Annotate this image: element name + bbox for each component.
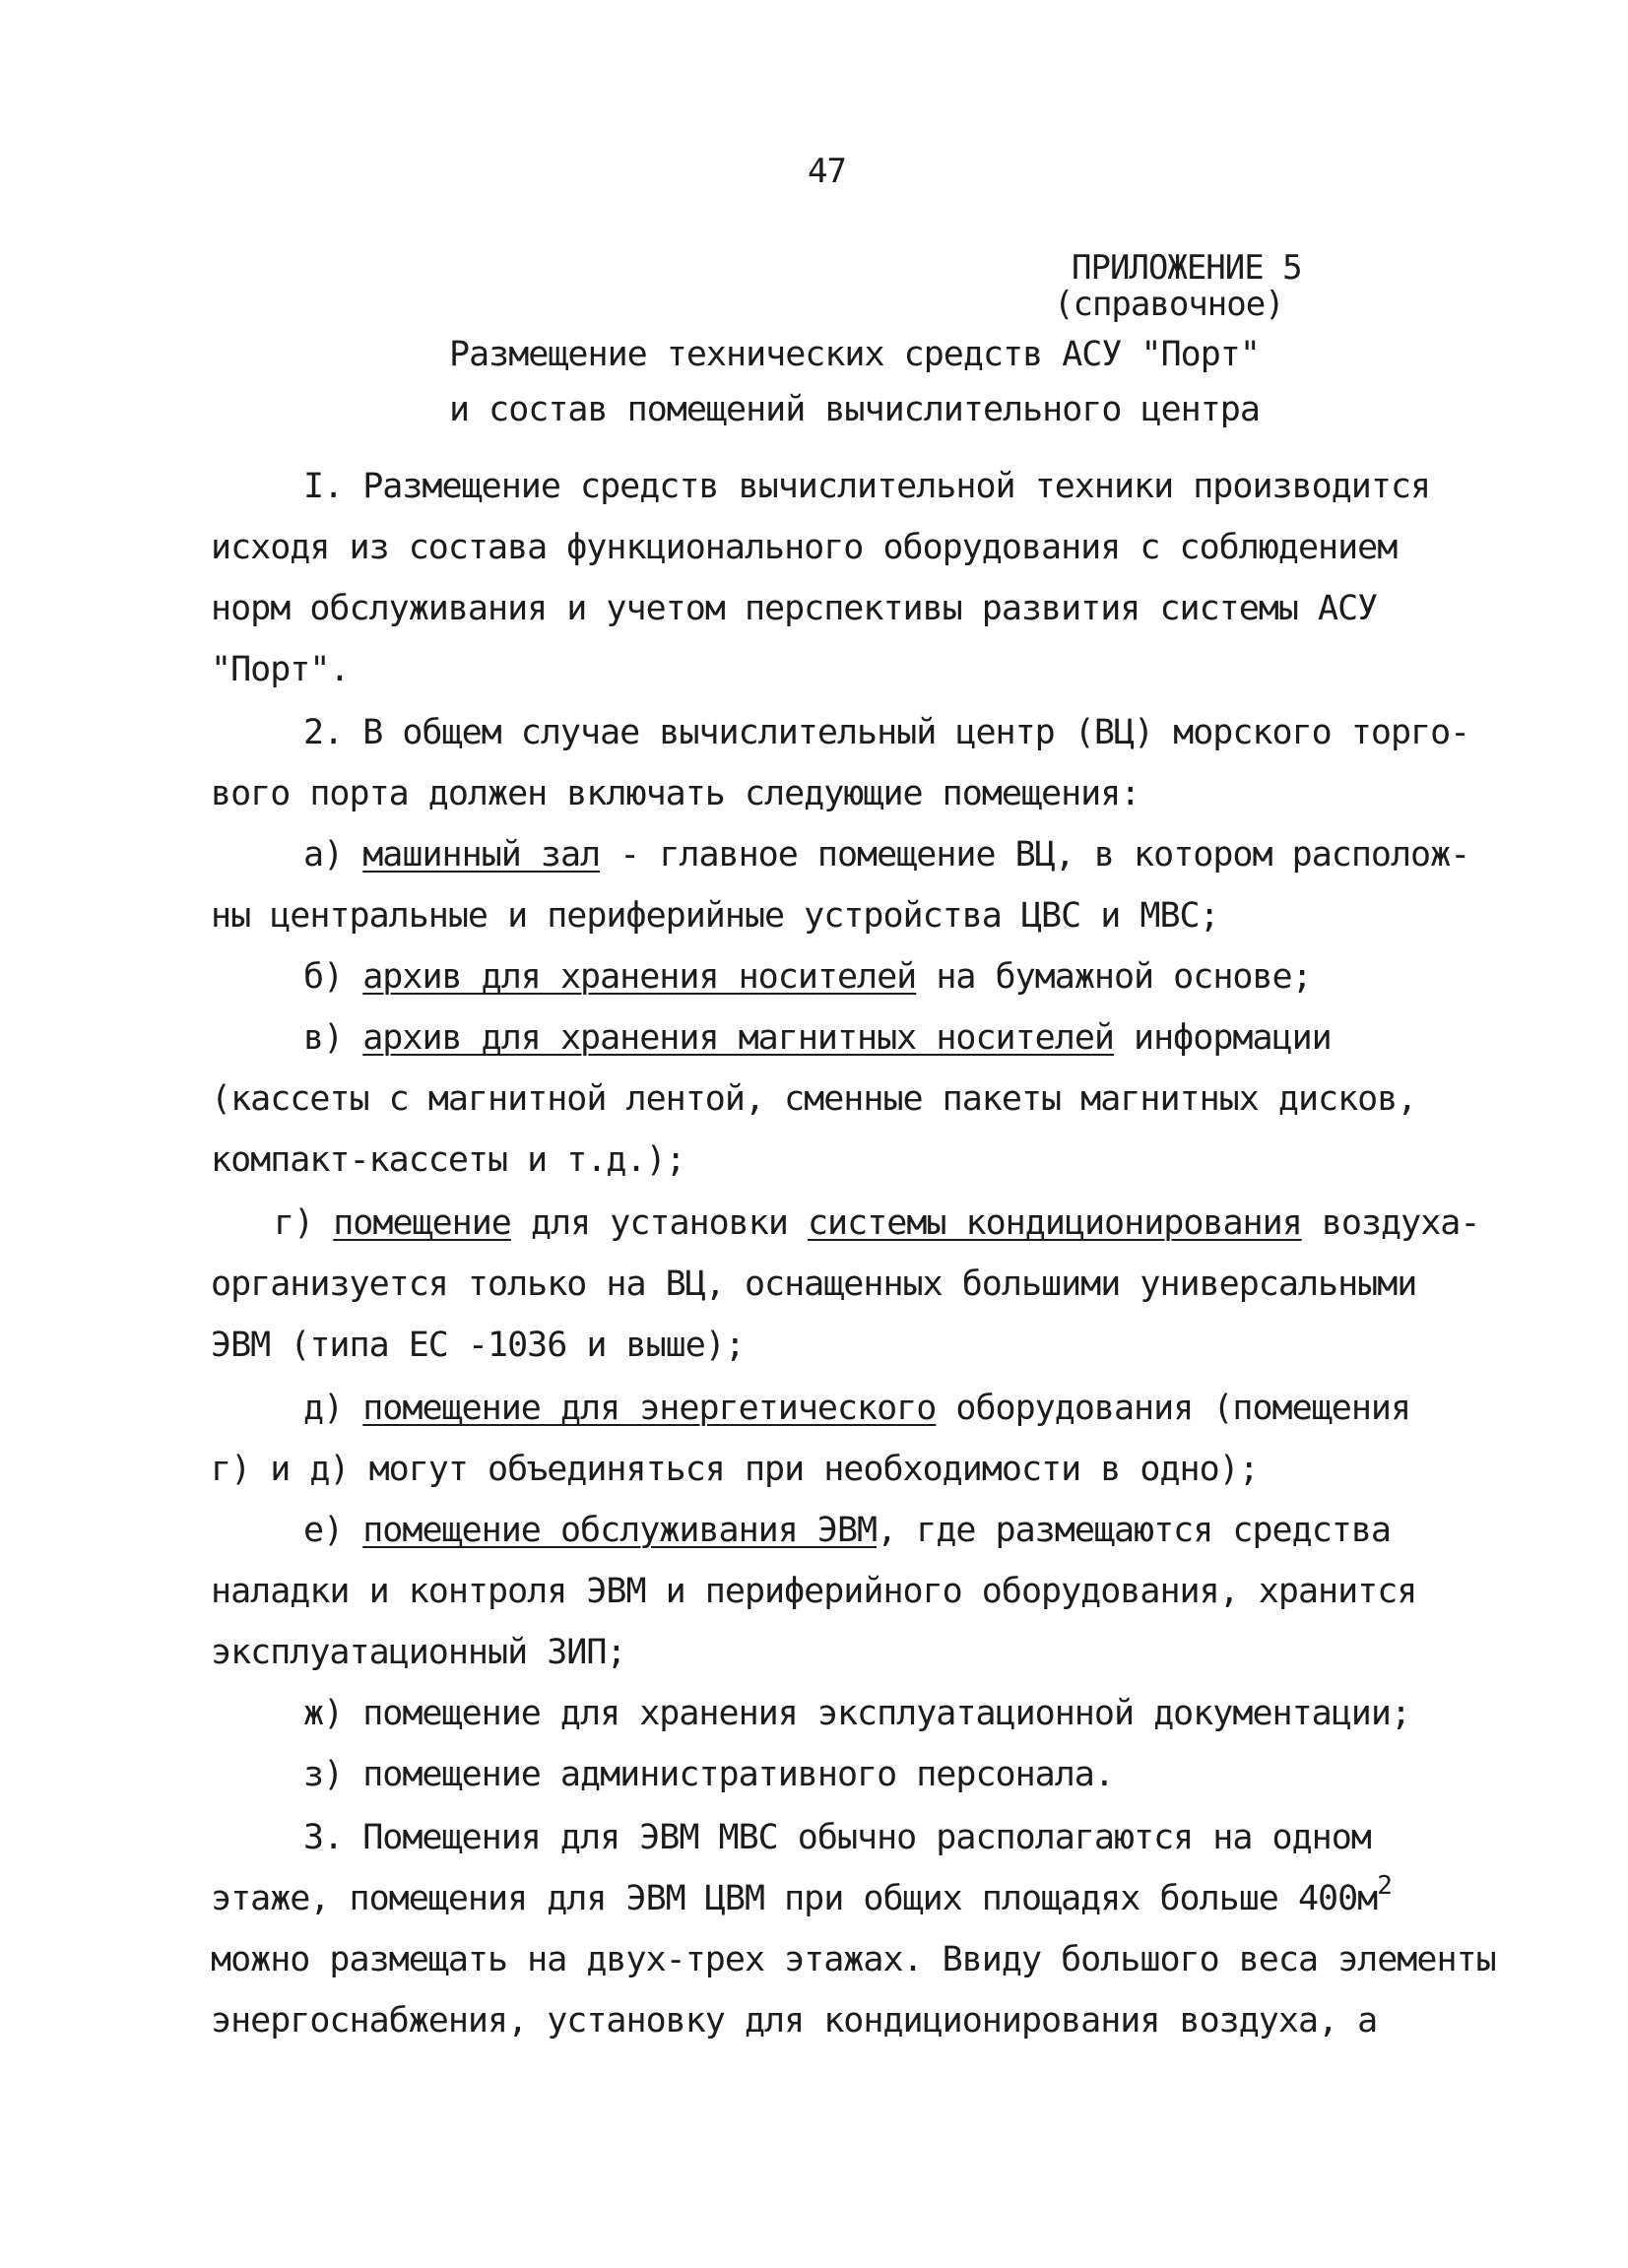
title-line-2: и состав помещений вычислительного центра: [449, 390, 1260, 429]
item-b-text: на бумажной основе;: [916, 957, 1312, 997]
appendix-label: ПРИЛОЖЕНИЕ 5: [1072, 248, 1302, 288]
p3-line-2-text: этаже, помещения для ЭВМ ЦВМ при общих площадях больше 400м: [211, 1879, 1378, 1918]
item-d-term: помещение для энергетического: [362, 1389, 937, 1428]
item-e-line-2: наладки и контроля ЭВМ и периферийного оборудования, хранится: [211, 1572, 1417, 1611]
item-g-term-2: системы кондиционирования: [807, 1203, 1302, 1243]
item-g-mid: для установки: [510, 1203, 808, 1243]
item-e-term: помещение обслуживания ЭВМ: [362, 1511, 878, 1550]
p3-line-3: можно размещать на двух-трех этажах. Ввиду большого веса элементы: [211, 1940, 1496, 1979]
item-e-line-1: [303, 1509, 1391, 1552]
item-g-marker: г): [274, 1203, 314, 1243]
p1-line-1: I. Размещение средств вычислительной техники производится: [303, 467, 1431, 506]
item-e-text: , где размещаются средства: [877, 1511, 1391, 1550]
title-line-1: Размещение технических средств АСУ "Порт": [449, 335, 1260, 374]
item-d-text: оборудования (помещения: [936, 1389, 1411, 1428]
p2-line-1: 2. В общем случае вычислительный центр (ВЦ) морского торго-: [303, 713, 1470, 752]
item-g-term-1: помещение: [333, 1203, 511, 1243]
p1-line-2: исходя из состава функционального оборудования с соблюдением: [211, 528, 1398, 567]
item-a-line-2: ны центральные и периферийные устройства ЦВС и МВС;: [211, 896, 1219, 936]
item-v-line-3: компакт-кассеты и т.д.);: [211, 1140, 685, 1180]
item-v-term: архив для хранения магнитных носителей: [362, 1018, 1114, 1058]
p3-line-4: энергоснабжения, установку для кондиционирования воздуха, а: [211, 2001, 1378, 2041]
p1-line-3: норм обслуживания и учетом перспективы развития системы АСУ: [211, 589, 1378, 628]
item-a-text: - главное помещение ВЦ, в котором располож-: [600, 835, 1470, 875]
item-v-line-2: (кассеты с магнитной лентой, сменные пакеты магнитных дисков,: [211, 1079, 1417, 1119]
p3-line-1: 3. Помещения для ЭВМ МВС обычно располагаются на одном: [303, 1818, 1371, 1857]
item-b-term: архив для хранения носителей: [362, 957, 917, 997]
item-g-text: воздуха-: [1301, 1203, 1480, 1243]
item-g-line-3: ЭВМ (типа ЕС -1036 и выше);: [211, 1326, 745, 1365]
p3-line-2: [211, 1871, 1392, 1920]
item-a-marker: а): [303, 835, 344, 875]
appendix-sublabel: (справочное): [1054, 285, 1284, 324]
item-v-marker: в): [303, 1018, 344, 1058]
item-zh-line: ж) помещение для хранения эксплуатационной документации;: [303, 1694, 1411, 1733]
item-e-line-3: эксплуатационный ЗИП;: [211, 1633, 626, 1672]
item-d-line-1: [303, 1387, 1410, 1430]
item-d-line-2: г) и д) могут объединяться при необходимости в одно);: [211, 1450, 1259, 1489]
item-e-marker: е): [303, 1511, 344, 1550]
item-g-line-1: [274, 1201, 1479, 1245]
p2-line-2: вого порта должен включать следующие помещения:: [211, 774, 1140, 813]
page-number: 47: [808, 152, 846, 191]
item-v-text: информации: [1113, 1018, 1332, 1058]
item-d-marker: д): [303, 1389, 344, 1428]
item-z-line: з) помещение административного персонала.: [303, 1755, 1114, 1794]
p3-superscript: 2: [1377, 1871, 1392, 1901]
item-v-line-1: [303, 1016, 1332, 1060]
p1-line-4: "Порт".: [211, 650, 350, 689]
item-a-line-1: [303, 833, 1469, 876]
item-g-line-2: организуется только на ВЦ, оснащенных большими универсальными: [211, 1264, 1417, 1304]
item-a-term: машинный зал: [362, 835, 601, 875]
item-b-line-1: [303, 955, 1312, 999]
item-b-marker: б): [303, 957, 344, 997]
